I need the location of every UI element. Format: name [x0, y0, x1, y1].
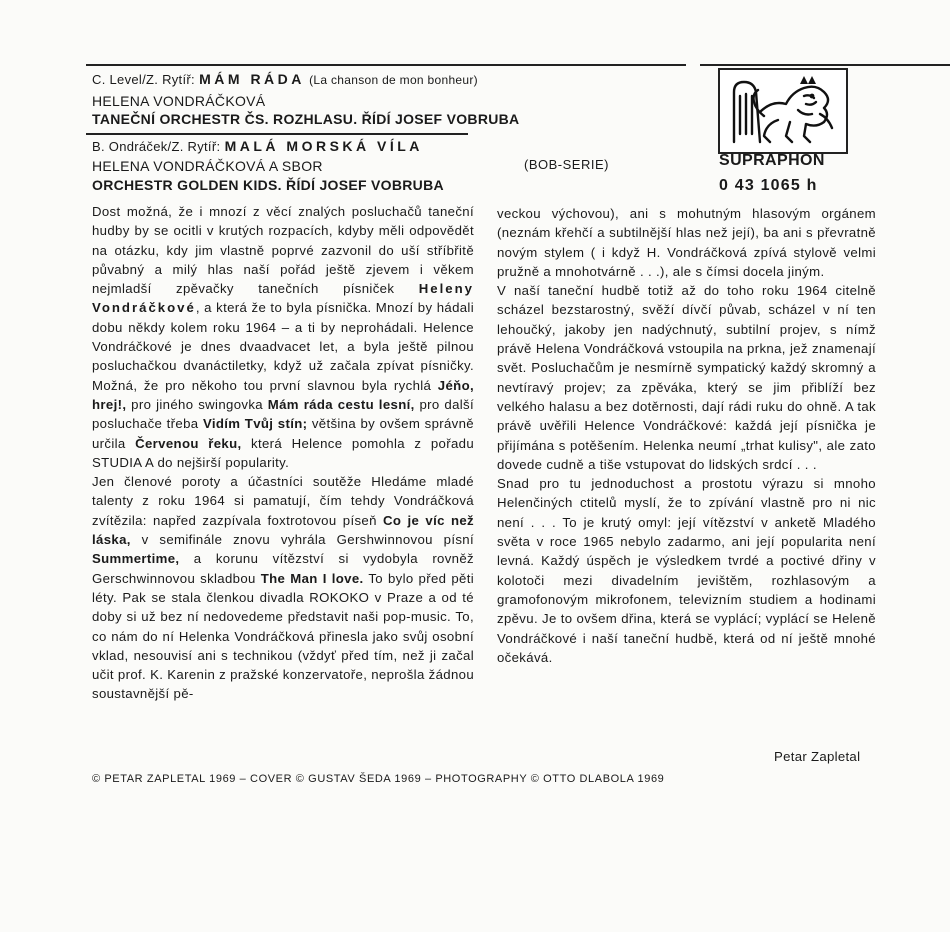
- catalog-number: 0 43 1065 h: [719, 177, 818, 194]
- text-run: pro jiného swingovka: [131, 396, 263, 412]
- track1-orchestra: TANEČNÍ ORCHESTR ČS. ROZHLASU. ŘÍDÍ JOSEF VOBRUBA: [92, 111, 520, 127]
- lion-logo-icon: [718, 68, 848, 154]
- track2-composers: B. Ondráček/Z. Rytíř:: [92, 139, 221, 154]
- brand-name: SUPRAPHON: [719, 152, 825, 169]
- text-run: která Helence pomohla z pořadu STUDIA A do nejširší popularity.: [92, 435, 475, 470]
- top-rule: [86, 64, 686, 66]
- paragraph: [92, 202, 474, 472]
- paragraph: V naší taneční hudbě totiž až do toho roku 1964 citelně scházel bezstarostný, svěží dívčí půvab, scházel v ní ten lehoučký, jakoby jen nadýchnutý, subtilní projev, s nímž právě Helena Vondráčková vstoupila na prkna, jež znamenají svět. Posluchačům je nesmírně sympatický každý skromný a nevtíravý projev; za zpěváka, který se jim přiblíží bez velkého halasu a bez dotěrnosti, dají rádi ruku do ohně. A tak právě uvěřili Helence Vondráčkové: každá její písnička je přijímána s potěšením. Helenka neumí „trhat kulisy", ale zato dovede cudně a tiše vstupovat do lidských srdcí . . .: [497, 283, 876, 472]
- text-run: většina by ovšem správně určila: [92, 416, 474, 451]
- track1-subtitle: (La chanson de mon bonheur): [309, 73, 478, 87]
- author-signature: Petar Zapletal: [774, 749, 861, 764]
- credits-line: © PETAR ZAPLETAL 1969 – COVER © GUSTAV ŠEDA 1969 – PHOTOGRAPHY © OTTO DLABOLA 1969: [92, 773, 665, 785]
- song-title: The Man I love.: [260, 570, 364, 586]
- paragraph: [92, 472, 474, 704]
- text-run: pro další posluchače třeba: [92, 396, 474, 432]
- lion-logo-svg: [720, 70, 846, 152]
- text-run: a korunu vítězství si vydobyla rovněž Gerschwinnovou skladbou: [92, 551, 474, 586]
- song-title: Jéňo, hrej!,: [92, 377, 474, 412]
- artist-name: Heleny Vondráčkové: [92, 281, 474, 316]
- song-title: Mám ráda cestu lesní,: [267, 396, 415, 412]
- track1-header: [92, 70, 478, 90]
- series-label: (BOB-SERIE): [524, 157, 609, 172]
- track2-header: [92, 137, 423, 156]
- song-title: Vidím Tvůj stín;: [202, 416, 308, 432]
- text-run: Jen členové poroty a účastníci soutěže Hledáme mladé talenty z roku 1964 si pamatují, čím tehdy Vondráčková zvítězila: napřed zazpívala foxtrotovou píseň: [92, 474, 474, 528]
- track2-title: MALÁ MORSKÁ VÍLA: [224, 138, 423, 154]
- text-run: , a která že to byla písnička. Mnozí by hádali dobu někdy kolem roku 1964 – a ti by neprohádali. Helence Vondráčkové je dnes dvaadvacet let, a byla ještě pilnou posluchačkou dvanáctiletky, když už začala zpívat písničky. Možná, že pro někoho tou první slavnou byla rychlá: [92, 300, 474, 393]
- song-title: Summertime,: [92, 551, 180, 567]
- middle-rule: [86, 133, 468, 135]
- liner-notes-column-1: [92, 202, 474, 704]
- text-run: Dost možná, že i mnozí z věcí znalých posluchačů taneční hudby by se ocitli v krutých rozpacích, kdyby měli odpovědět na otázku, kdy jim vlastně poprvé zazvonil do uší stříbřitě půvabný a milý hlas naší pořád ještě zjevem i věkem nejmladší zpěvačky tanečních písniček: [92, 204, 474, 297]
- top-rule-right: [700, 64, 950, 66]
- track1-composers: C. Level/Z. Rytíř:: [92, 72, 195, 87]
- paragraph: Snad pro tu jednoduchost a prostotu výrazu si mnoho Helenčiných ctitelů myslí, že to zpívání vlastně pro ni nic není . . . To je krutý omyl: její vítězství v anketě Mladého světa v roce 1965 nebylo zadarmo, ani její popularita není levná. Každý úspěch je výsledkem tvrdé a poctivé dřiny v kolotoči mezi divadelním jevištěm, rozhlasovým a gramofonovým mikrofonem, televizním studiem a hodinami zpěvu. Je to ovšem dřina, která se vyplácí; vyplácí se Heleně Vondráčkové i naší taneční hudbě, která od ní ještě mnohé očekává.: [497, 476, 876, 665]
- liner-notes-column-2: [497, 204, 876, 667]
- track1-title: MÁM RÁDA: [199, 71, 305, 87]
- song-title: Červenou řeku,: [135, 435, 242, 451]
- track2-orchestra: ORCHESTR GOLDEN KIDS. ŘÍDÍ JOSEF VOBRUBA: [92, 177, 444, 193]
- text-run: To bylo před pěti léty. Pak se stala členkou divadla ROKOKO v Praze a od té doby si už bez ní nedovedeme představit naši pop-music. To, co nám do ní Helenka Vondráčková přinesla jako svůj osobní vklad, nesouvisí ani s technikou (vždyť před tím, než ji začal učit prof. K. Karenin z pražské konzervatoře, neprošla žádnou soustavnější pě-: [92, 570, 475, 702]
- track2-artist: HELENA VONDRÁČKOVÁ A SBOR: [92, 158, 323, 174]
- text-run: v semifinále znovu vyhrála Gershwinnovou písní: [141, 532, 475, 548]
- song-title: Co je víc než láska,: [92, 512, 475, 548]
- paragraph: veckou výchovou), ani s mohutným hlasovým orgánem (neznám křehčí a subtilnější hlas než její), ba ani s převratně novým stylem ( i když H. Vondráčková zpívá stylově velmi pružně a mnohotvárně . . .), ale s čímsi docela jiným.: [497, 206, 876, 279]
- track1-artist: HELENA VONDRÁČKOVÁ: [92, 93, 266, 109]
